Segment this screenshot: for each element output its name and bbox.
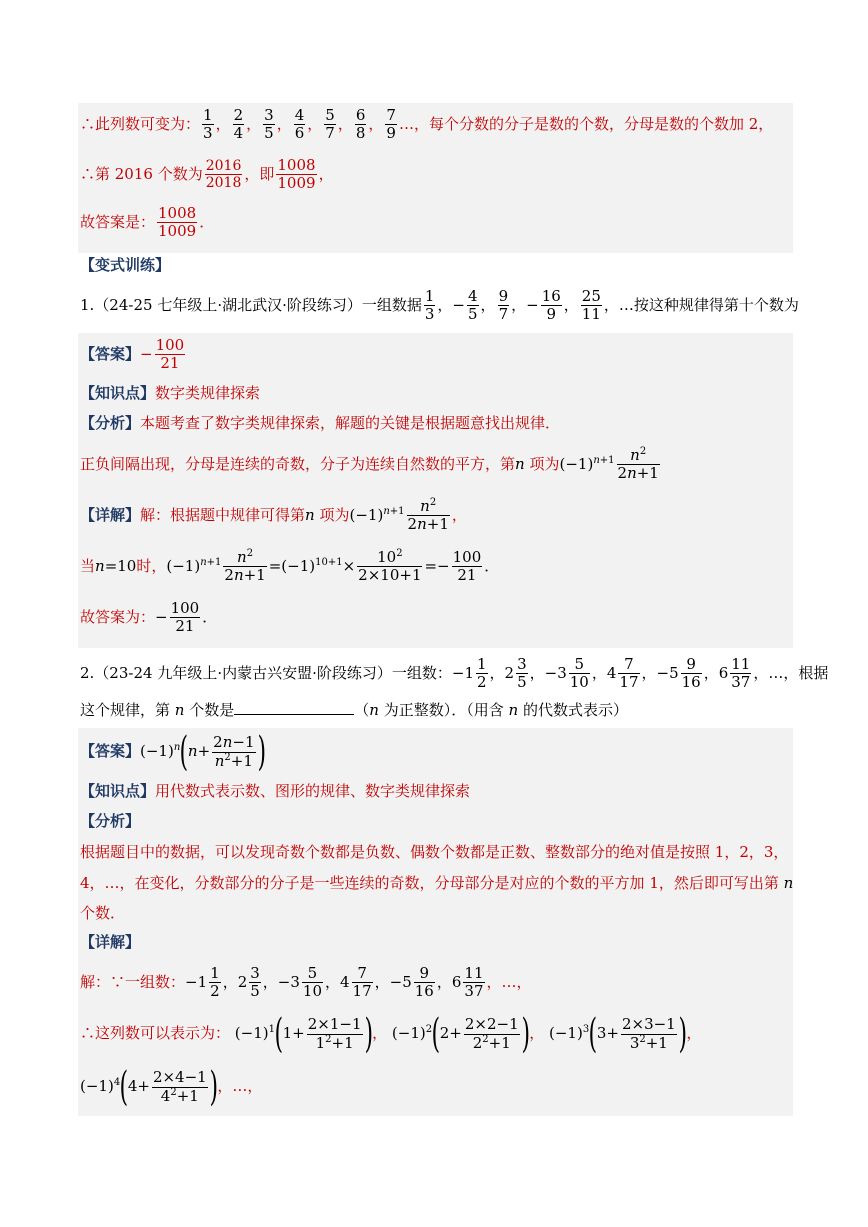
fraction: $\frac{1}{3}$ [203, 106, 213, 143]
q2-analysis-2: 4，…，在变化，分数部分的分子是一些连续的奇数，分母部分是对应的个数的平方加 1，然后即可写出第 n [80, 874, 794, 892]
q2-analysis-3: 个数． [80, 904, 126, 922]
q2-detail-2: ∴这列数可以表示为： $(-1)^1(1+$ $\frac{2\times 1-1}{1^2+1}$ )， $(-1)^2(2+$ $\frac{2\times 2-1}{2^2+1}$ )， $(-1)^3(3+$ $\frac{2\times 3-1}{3^2+1}$ )， [80, 1011, 702, 1057]
variant-title: 【变式训练】 [80, 256, 171, 274]
q2-analysis-1: 根据题目中的数据，可以发现奇数个数都是负数、偶数个数都是正数、整数部分的绝对值是按照 1，2，3， [80, 843, 789, 861]
fraction: $\frac{11}{37}$ [731, 655, 751, 692]
fraction: $\frac{9}{16}$ [681, 655, 701, 692]
q2-question-2: 这个规律，第 n 个数是 （n 为正整数）．（用含 n 的代数式表示） [80, 701, 628, 719]
q1-calculation: 当n=10时，$(-1)^{n+1}$ $\frac{n^2}{2n+1}$ $=(-1)^{10+1}\times$ $\frac{10^2}{2\times 10+1}$ =− $\frac{100}{21}$ ． [80, 548, 500, 585]
top-line-1: ∴此列数可变为： $\frac{1}{3}$ ， $\frac{2}{4}$ ， $\frac{3}{5}$ ， $\frac{4}{6}$ ， $\frac{5}{7}$ ， $\frac{6}{8}$ ， $\frac{7}{9}$ …，每个分数的分子是数的个数，分母是数的个数加 2， [80, 106, 774, 143]
q2-answer: 【答案】$(-1)^n(n+$ $\frac{2n-1}{n^2+1}$ ) [80, 729, 266, 775]
q2-question: 2.（23-24 九年级上·内蒙古兴安盟·阶段练习）一组数：−1 $\frac{1}{2}$ ，2 $\frac{3}{5}$ ，−3 $\frac{5}{10}$ ，4 $\frac{7}{17}$ ，−5 $\frac{9}{16}$ ，6 $\frac{11}{37}$ ，…，根据 [80, 655, 829, 692]
fraction: $\frac{25}{11}$ [581, 287, 601, 324]
fraction: $\frac{7}{17}$ [352, 964, 372, 1001]
q1-knowledge-point: 【知识点】数字类规律探索 [80, 384, 261, 402]
fraction: $\frac{9}{7}$ [498, 287, 509, 324]
q1-data-sequence: $\frac{1}{3}$ ，− $\frac{4}{5}$ ， $\frac{9}{7}$ ，− $\frac{16}{9}$ ， $\frac{25}{11}$ [424, 287, 601, 324]
q1-analysis-2: 正负间隔出现，分母是连续的奇数，分子为连续自然数的平方，第n 项为$(-1)^{n+1}$ $\frac{n^2}{2n+1}$ [80, 446, 659, 483]
fraction: $\frac{2}{4}$ [233, 106, 244, 143]
fraction: $\frac{1}{2}$ [477, 655, 487, 692]
fraction-sequence: $\frac{1}{3}$ ， $\frac{2}{4}$ ， $\frac{3}{5}$ ， $\frac{4}{6}$ ， $\frac{5}{7}$ ， $\frac{6}{8}$ ， $\frac{7}{9}$ [203, 106, 396, 143]
q1-final: 故答案为：− $\frac{100}{21}$ ． [80, 599, 218, 636]
fraction: $\frac{4}{5}$ [468, 287, 478, 324]
fraction: $\frac{7}{9}$ [386, 106, 396, 143]
fraction: $\frac{5}{10}$ [302, 964, 322, 1001]
fraction: $\frac{11}{37}$ [464, 964, 484, 1001]
fraction: $\frac{1}{3}$ [424, 287, 435, 324]
fraction: $\frac{1}{2}$ [210, 964, 220, 1001]
fraction: $\frac{16}{9}$ [541, 287, 561, 324]
q2-knowledge-point: 【知识点】用代数式表示数、图形的规律、数字类规律探索 [80, 782, 471, 800]
q1-question: 1.（24-25 七年级上·湖北武汉·阶段练习）一组数据 $\frac{1}{3}$ ，− $\frac{4}{5}$ ， $\frac{9}{7}$ ，− $\frac{16}{9}$ ， $\frac{25}{11}$ ，…按这种规律得第十个数为 [80, 287, 799, 324]
q1-analysis: 【分析】本题考查了数字类规律探索，解题的关键是根据题意找出规律． [80, 414, 561, 432]
fraction: $\frac{7}{17}$ [619, 655, 639, 692]
top-line-2: ∴第 2016 个数为 $\frac{2016}{2018}$ ，即 $\frac{1008}{1009}$ ， [80, 156, 334, 193]
q2-detail-1: 解：∵一组数：−1 $\frac{1}{2}$ ，2 $\frac{3}{5}$ ，−3 $\frac{5}{10}$ ，4 $\frac{7}{17}$ ，−5 $\frac{9}{16}$ ，6 $\frac{11}{37}$ ，…， [80, 964, 532, 1001]
answer-blank[interactable] [234, 700, 354, 715]
fraction: $\frac{3}{5}$ [250, 964, 260, 1001]
fraction: $\frac{4}{6}$ [294, 106, 305, 143]
q2-analysis-tag: 【分析】 [80, 812, 141, 830]
fraction: $\frac{5}{7}$ [325, 106, 335, 143]
fraction: $\frac{6}{8}$ [355, 106, 366, 143]
q1-answer: 【答案】− $\frac{100}{21}$ [80, 336, 185, 373]
q2-detail-3: $(-1)^4(4+$ $\frac{2\times 4-1}{4^2+1}$ )，…， [80, 1064, 263, 1110]
fraction: $\frac{3}{5}$ [517, 655, 527, 692]
q2-number-sequence: −1 $\frac{1}{2}$ ，2 $\frac{3}{5}$ ，−3 $\frac{5}{10}$ ，4 $\frac{7}{17}$ ，−5 $\frac{9}{16}$ ，6 $\frac{11}{37}$ [451, 655, 751, 692]
fraction: $\frac{3}{5}$ [264, 106, 274, 143]
q2-detail-tag: 【详解】 [80, 933, 141, 951]
fraction: $\frac{9}{16}$ [414, 964, 434, 1001]
top-line-3: 故答案是： $\frac{1008}{1009}$ ． [80, 204, 215, 241]
q2-detail-sequence: −1 $\frac{1}{2}$ ，2 $\frac{3}{5}$ ，−3 $\frac{5}{10}$ ，4 $\frac{7}{17}$ ，−5 $\frac{9}{16}$ ，6 $\frac{11}{37}$ [185, 964, 484, 1001]
fraction: $\frac{5}{10}$ [569, 655, 589, 692]
q1-detail: 【详解】解：根据题中规律可得第n 项为$(-1)^{n+1}$ $\frac{n^2}{2n+1}$ ， [80, 497, 467, 534]
